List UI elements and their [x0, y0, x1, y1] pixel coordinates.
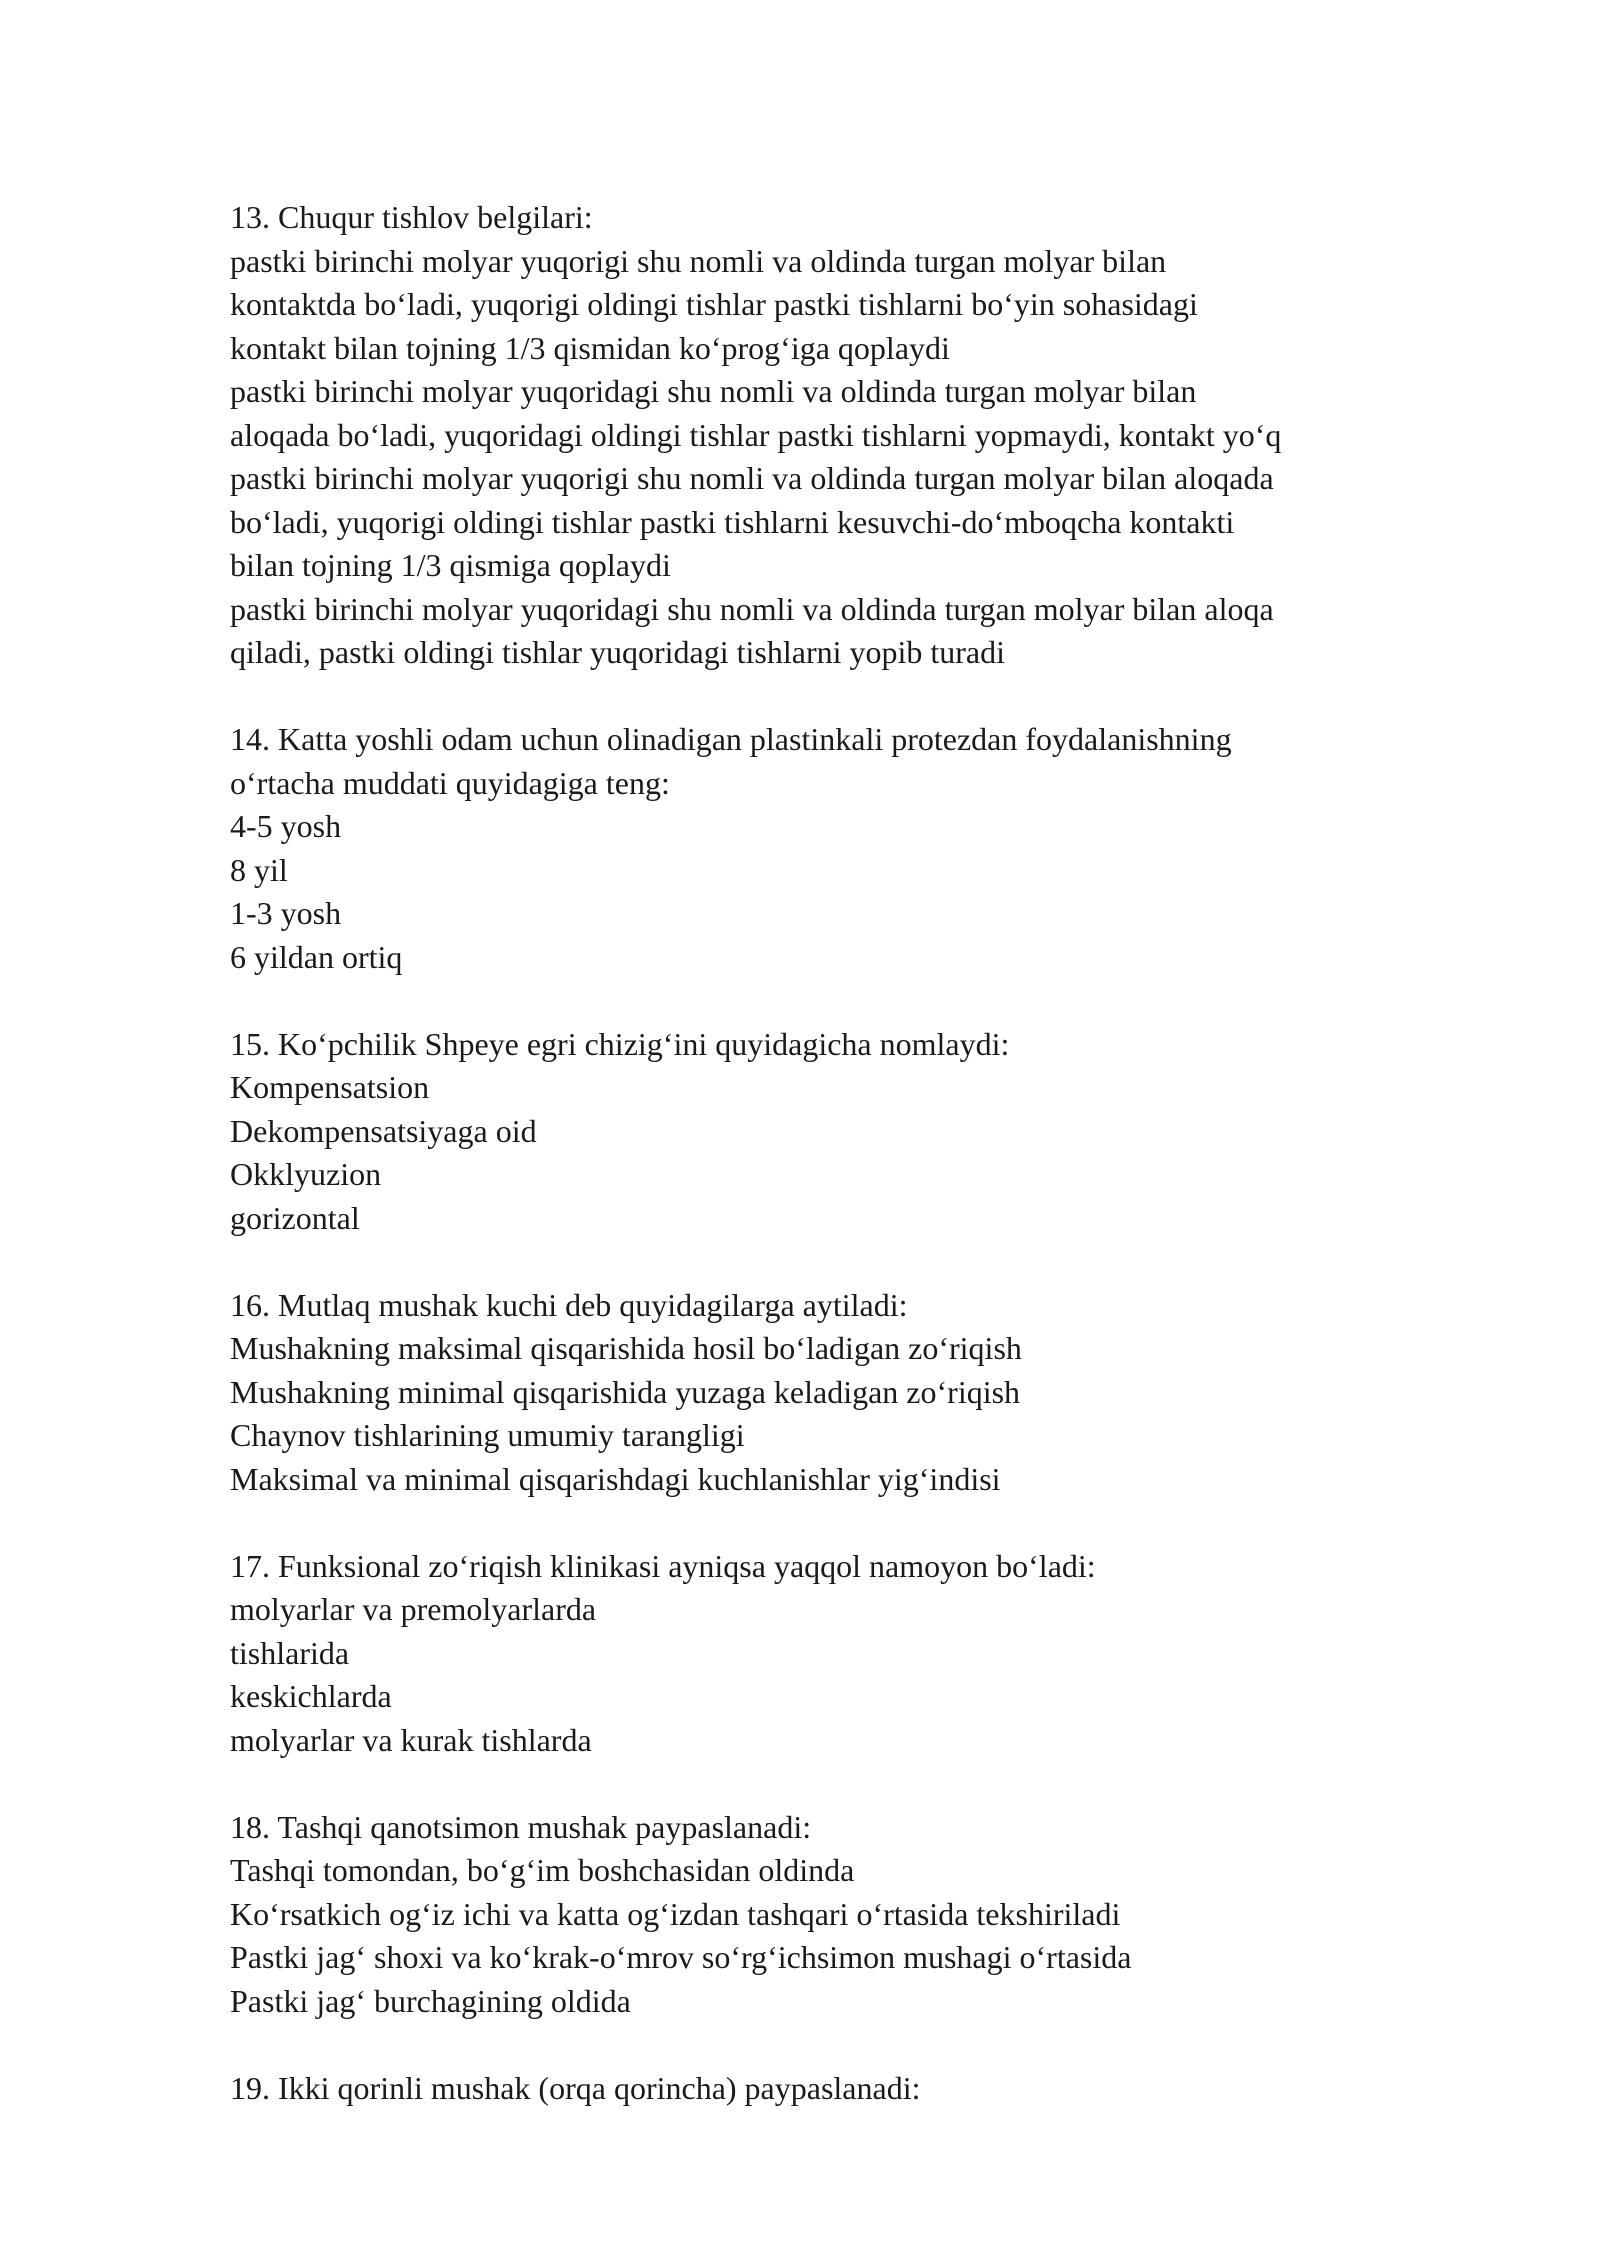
answer-option: 1-3 yosh [230, 895, 342, 931]
answer-option-text: pastki birinchi molyar yuqoridagi shu nomli va oldinda turgan molyar bilan aloqa [230, 590, 1274, 627]
question-14 [230, 718, 1530, 979]
question-title: o‘rtacha muddati quyidagiga teng: [230, 764, 670, 801]
question-15 [230, 1023, 1530, 1241]
question-16 [230, 1284, 1530, 1502]
answer-option: molyarlar va kurak tishlarda [230, 1721, 592, 1758]
answer-option: Maksimal va minimal qisqarishdagi kuchlanishlar yig‘indisi [230, 1460, 1001, 1497]
question-13 [230, 196, 1530, 675]
answer-option: Ko‘rsatkich og‘iz ichi va katta og‘izdan tashqari o‘rtasida tekshiriladi [230, 1895, 1121, 1932]
question-title: 17. Funksional zo‘riqish klinikasi ayniqsa yaqqol namoyon bo‘ladi: [230, 1547, 1096, 1584]
answer-option: Tashqi tomondan, bo‘g‘im boshchasidan oldinda [230, 1852, 855, 1888]
answer-option: keskichlarda [230, 1678, 392, 1714]
answer-option: Chaynov tishlarining umumiy tarangligi [230, 1417, 745, 1453]
answer-option-text: bo‘ladi, yuqorigi oldingi tishlar pastki tishlarni kesuvchi-do‘mboqcha kontakti [230, 503, 1235, 540]
answer-option: Okklyuzion [230, 1156, 382, 1192]
answer-option-text: qiladi, pastki oldingi tishlar yuqoridagi tishlarni yopib turadi [230, 634, 1006, 670]
question-title: 19. Ikki qorinli mushak (orqa qorincha) paypaslanadi: [230, 2069, 921, 2106]
question-title: 18. Tashqi qanotsimon mushak paypaslanadi: [230, 1808, 812, 1845]
answer-option: Mushakning minimal qisqarishida yuzaga keladigan zo‘riqish [230, 1373, 1021, 1410]
answer-option-text: pastki birinchi molyar yuqoridagi shu nomli va oldinda turgan molyar bilan [230, 373, 1197, 409]
question-17 [230, 1545, 1530, 1763]
answer-option: 6 yildan ortiq [230, 938, 403, 975]
answer-option: Kompensatsion [230, 1069, 430, 1105]
question-title: 16. Mutlaq mushak kuchi deb quyidagilarga aytiladi: [230, 1286, 908, 1323]
answer-option-text: aloqada bo‘ladi, yuqoridagi oldingi tishlar pastki tishlarni yopmaydi, kontakt yo‘q [230, 416, 1282, 453]
answer-option: Pastki jag‘ burchagining oldida [230, 1982, 631, 2019]
document-page [230, 196, 1530, 2154]
answer-option: 4-5 yosh [230, 808, 342, 844]
question-title: 14. Katta yoshli odam uchun olinadigan plastinkali protezdan foydalanishning [230, 721, 1232, 757]
question-title: 15. Ko‘pchilik Shpeye egri chizig‘ini quyidagicha nomlaydi: [230, 1025, 1010, 1062]
answer-option: molyarlar va premolyarlarda [230, 1591, 597, 1627]
answer-option-text: pastki birinchi molyar yuqorigi shu nomli va oldinda turgan molyar bilan [230, 242, 1167, 279]
answer-option: gorizontal [230, 1199, 360, 1236]
answer-option-text: kontaktda bo‘ladi, yuqorigi oldingi tishlar pastki tishlarni bo‘yin sohasidagi [230, 286, 1198, 322]
answer-option: tishlarida [230, 1634, 350, 1671]
answer-option-text: pastki birinchi molyar yuqorigi shu nomli va oldinda turgan molyar bilan aloqada [230, 460, 1274, 496]
answer-option: Mushakning maksimal qisqarishida hosil bo‘ladigan zo‘riqish [230, 1330, 1022, 1366]
question-title: 13. Chuqur tishlov belgilari: [230, 199, 593, 235]
question-18 [230, 1806, 1530, 2024]
answer-option: 8 yil [230, 851, 288, 888]
answer-option-text: kontakt bilan tojning 1/3 qismidan ko‘prog‘iga qoplaydi [230, 329, 950, 366]
question-19 [230, 2067, 1530, 2111]
answer-option: Dekompensatsiyaga oid [230, 1112, 537, 1149]
answer-option-text: bilan tojning 1/3 qismiga qoplaydi [230, 547, 671, 583]
answer-option: Pastki jag‘ shoxi va ko‘krak-o‘mrov so‘rg‘ichsimon mushagi o‘rtasida [230, 1939, 1132, 1975]
